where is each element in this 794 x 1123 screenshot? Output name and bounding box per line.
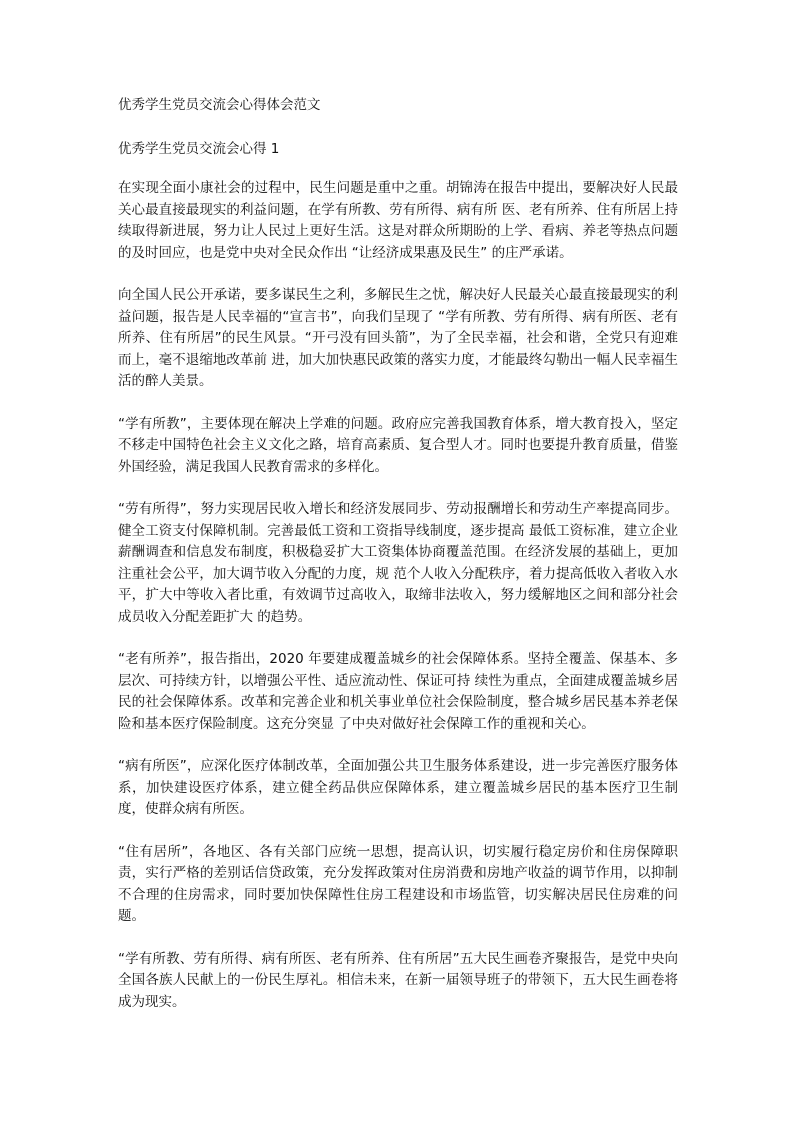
document-page — [118, 94, 678, 1034]
paragraph-intro: 在实现全面小康社会的过程中，民生问题是重中之重。胡锦涛在报告中提出，要解决好人民最关心最直接最现实的利益问题，在学有所教、劳有所得、病有所 医、老有所养、住有所居上持续取得新进展，努力让人民过上更好生活。这是对群众所期盼的上学、看病、养老等热点问题的及时回应，也是党中央对全民众作出 “让经济成果惠及民生” 的庄严承诺。 — [118, 180, 678, 261]
paragraph-commitment: 向全国人民公开承诺，要多谋民生之利，多解民生之忧，解决好人民最关心最直接最现实的利益问题，报告是人民幸福的“宣言书”，向我们呈现了 “学有所教、劳有所得、病有所医、老有所养、住有所居”的民生风景。“开弓没有回头箭”，为了全民幸福，社会和谐，全党只有迎难而上，毫不退缩地改革前 进，加大加快惠民政策的落实力度，才能最终勾勒出一幅人民幸福生活的醉人美景。 — [118, 287, 678, 389]
paragraph-elderly-care: “老有所养”，报告指出，2020 年要建成覆盖城乡的社会保障体系。坚持全覆盖、保基本、多层次、可持续方针，以增强公平性、适应流动性、保证可持 续性为重点，全面建成覆盖城乡居民的社会保障体系。改革和完善企业和机关事业单位社会保险制度，整合城乡居民基本养老保险和基本医疗保险制度。这充分突显 了中央对做好社会保障工作的重视和关心。 — [118, 651, 678, 732]
document-title: 优秀学生党员交流会心得体会范文 — [118, 97, 321, 113]
paragraph-education: “学有所教”，主要体现在解决上学难的问题。政府应完善我国教育体系，增大教育投入，坚定不移走中国特色社会主义文化之路，培育高素质、复合型人才。同时也要提升教育质量，借鉴外国经验，满足我国人民教育需求的多样化。 — [118, 415, 678, 475]
paragraph-conclusion: “学有所教、劳有所得、病有所医、老有所养、住有所居”五大民生画卷齐聚报告，是党中央向全国各族人民献上的一份民生厚礼。相信未来，在新一届领导班子的带领下，五大民生画卷将成为现实。 — [118, 950, 678, 1010]
paragraph-labor: “劳有所得”，努力实现居民收入增长和经济发展同步、劳动报酬增长和劳动生产率提高同步。健全工资支付保障机制。完善最低工资和工资指导线制度，逐步提高 最低工资标准，建立企业薪酬调查和信息发布制度，积极稳妥扩大工资集体协商覆盖范围。在经济发展的基础上，更加注重社会公平，加大调节收入分配的力度，规 范个人收入分配秩序，着力提高低收入者收入水平，扩大中等收入者比重，有效调节过高收入，取缔非法收入，努力缓解地区之间和部分社会成员收入分配差距扩大 的趋势。 — [118, 501, 678, 625]
section-title: 优秀学生党员交流会心得 1 — [118, 141, 280, 157]
paragraph-housing: “住有居所”，各地区、各有关部门应统一思想，提高认识，切实履行稳定房价和住房保障职责，实行严格的差别话信贷政策，充分发挥政策对住房消费和房地产收益的调节作用，以抑制不合理的住房需求，同时要加快保障性住房工程建设和市场监管，切实解决居民住房难的问题。 — [118, 843, 678, 924]
paragraph-medical: “病有所医”，应深化医疗体制改革，全面加强公共卫生服务体系建设，进一步完善医疗服务体系，加快建设医疗体系，建立健全药品供应保障体系，建立覆盖城乡居民的基本医疗卫生制度，使群众病有所医。 — [118, 758, 678, 817]
